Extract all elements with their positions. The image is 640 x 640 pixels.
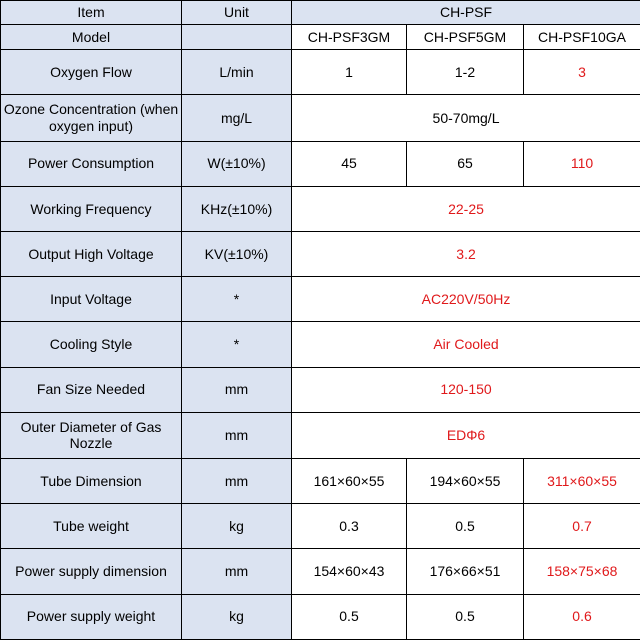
row-value-highlight: 311×60×55 <box>524 459 640 504</box>
row-value: 194×60×55 <box>407 459 524 504</box>
table-row-model <box>1 24 640 50</box>
row-value-highlight: Air Cooled <box>292 322 640 367</box>
table-row-oxygen-flow <box>1 50 640 95</box>
row-value: 50-70mg/L <box>292 95 640 141</box>
table-row-fan-size <box>1 367 640 412</box>
table-row-power-consumption <box>1 141 640 186</box>
row-unit: mm <box>182 459 292 504</box>
row-value-highlight: EDΦ6 <box>292 412 640 458</box>
row-label: Tube weight <box>1 504 182 549</box>
row-unit <box>182 24 292 50</box>
table-row-cooling-style <box>1 322 640 367</box>
header-series: CH-PSF <box>292 1 640 25</box>
row-value: 154×60×43 <box>292 549 407 594</box>
row-unit: mg/L <box>182 95 292 141</box>
row-value: 161×60×55 <box>292 459 407 504</box>
row-label: Ozone Concentration (when oxygen input) <box>1 95 182 141</box>
row-value-highlight: 0.7 <box>524 504 640 549</box>
row-unit: kg <box>182 594 292 639</box>
table-row-working-frequency <box>1 186 640 231</box>
row-value: 0.5 <box>407 504 524 549</box>
row-label: Tube Dimension <box>1 459 182 504</box>
row-value: 0.5 <box>407 594 524 639</box>
row-label: Output High Voltage <box>1 232 182 277</box>
row-unit: L/min <box>182 50 292 95</box>
table-row-tube-weight <box>1 504 640 549</box>
row-unit: kg <box>182 504 292 549</box>
row-unit: KHz(±10%) <box>182 186 292 231</box>
table-row-ozone-concentration <box>1 95 640 141</box>
row-value: 176×66×51 <box>407 549 524 594</box>
header-item: Item <box>1 1 182 25</box>
row-label: Power Consumption <box>1 141 182 186</box>
table-row-output-high-voltage <box>1 232 640 277</box>
row-value-highlight: 3.2 <box>292 232 640 277</box>
row-value-highlight: 158×75×68 <box>524 549 640 594</box>
row-label: Model <box>1 24 182 50</box>
row-unit: * <box>182 277 292 322</box>
table-row-tube-dimension <box>1 459 640 504</box>
row-value-highlight: 0.6 <box>524 594 640 639</box>
row-value: 0.5 <box>292 594 407 639</box>
row-label: Power supply dimension <box>1 549 182 594</box>
row-label: Outer Diameter of Gas Nozzle <box>1 412 182 458</box>
table-header-row <box>1 1 640 25</box>
row-value: CH-PSF3GM <box>292 24 407 50</box>
row-value-highlight: 120-150 <box>292 367 640 412</box>
row-unit: KV(±10%) <box>182 232 292 277</box>
row-unit: mm <box>182 549 292 594</box>
table-row-power-supply-dimension <box>1 549 640 594</box>
row-label: Input Voltage <box>1 277 182 322</box>
row-label: Oxygen Flow <box>1 50 182 95</box>
row-value-highlight: 110 <box>524 141 640 186</box>
row-value: CH-PSF10GA <box>524 24 640 50</box>
row-value-highlight: AC220V/50Hz <box>292 277 640 322</box>
row-value-highlight: 3 <box>524 50 640 95</box>
row-unit: * <box>182 322 292 367</box>
table-row-power-supply-weight <box>1 594 640 639</box>
row-label: Fan Size Needed <box>1 367 182 412</box>
row-value-highlight: 22-25 <box>292 186 640 231</box>
row-label: Power supply weight <box>1 594 182 639</box>
row-label: Working Frequency <box>1 186 182 231</box>
row-value: 65 <box>407 141 524 186</box>
table-row-input-voltage <box>1 277 640 322</box>
row-value: 1 <box>292 50 407 95</box>
row-label: Cooling Style <box>1 322 182 367</box>
row-value: 0.3 <box>292 504 407 549</box>
header-unit: Unit <box>182 1 292 25</box>
row-unit: mm <box>182 412 292 458</box>
row-value: 45 <box>292 141 407 186</box>
row-unit: W(±10%) <box>182 141 292 186</box>
table-row-gas-nozzle <box>1 412 640 458</box>
row-value: 1-2 <box>407 50 524 95</box>
row-value: CH-PSF5GM <box>407 24 524 50</box>
row-unit: mm <box>182 367 292 412</box>
